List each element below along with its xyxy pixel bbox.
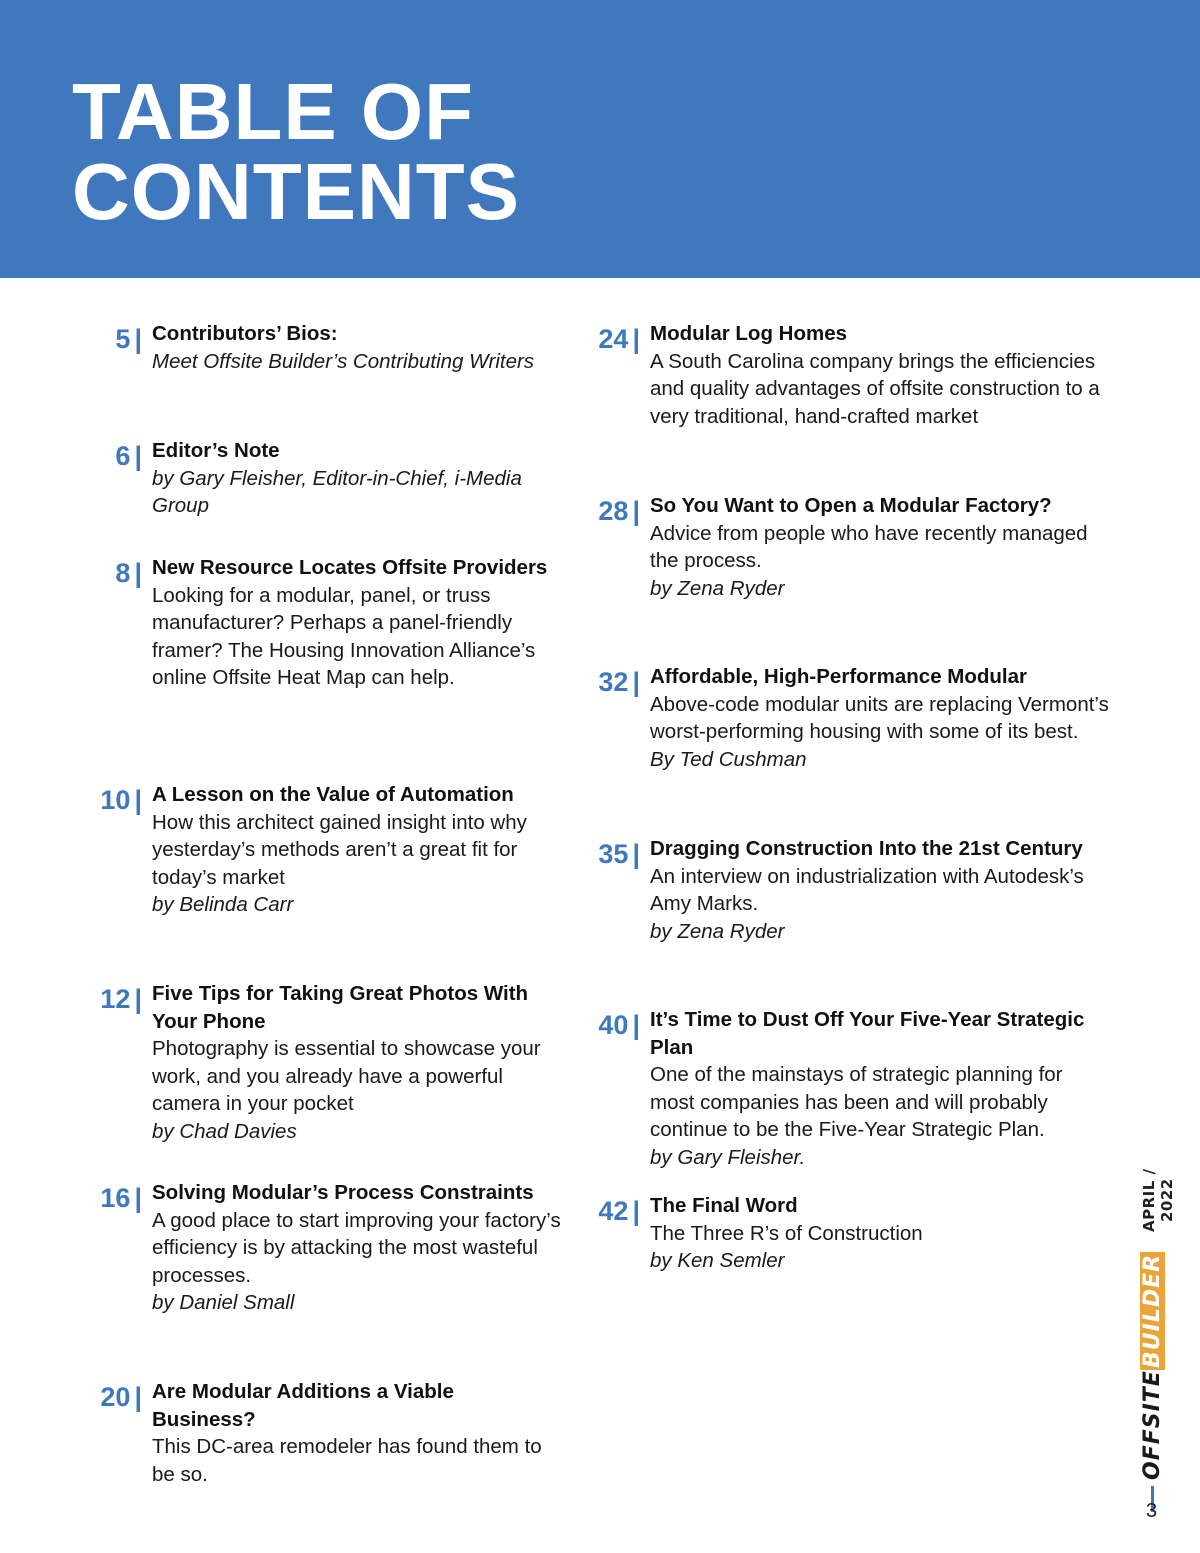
toc-entry-description: One of the mainstays of strategic planning for most companies has been and will probably continue to be the Five-Year Strategic Plan. [650,1063,1063,1141]
toc-entry-title: Modular Log Homes [650,322,848,345]
toc-entry-title: Affordable, High-Performance Modular [650,665,1028,688]
toc-page-number: 24 | [598,324,640,354]
toc-entry-byline: by Belinda Carr [152,893,294,916]
toc-entry[interactable] [72,1378,562,1488]
toc-entry-description: by Gary Fleisher, Editor-in-Chief, i-Media Group [152,466,522,517]
page-title-line1: TABLE OF [72,67,475,156]
toc-entry-byline: by Ken Semler [650,1249,785,1272]
toc-entry[interactable] [72,437,562,554]
toc-entry-title: Five Tips for Taking Great Photos With Your Phone [152,982,529,1033]
toc-entry[interactable] [72,554,562,781]
toc-entry-description: This DC-area remodeler has found them to be so. [152,1435,542,1486]
toc-entry-description: Advice from people who have recently managed the process. [650,521,1088,572]
page-number: 3 [1146,1500,1158,1522]
toc-entry[interactable] [570,320,1110,492]
toc-entry-byline: by Chad Davies [152,1119,297,1143]
logo-word-offsite: OFFSITE [1140,1370,1165,1480]
toc-entry-title: A Lesson on the Value of Automation [152,783,514,806]
toc-page-number: 16 | [100,1183,142,1213]
toc-page-number: 6 | [115,441,142,471]
toc-entry-description: How this architect gained insight into why yesterday’s methods aren’t a great fit for today’s market [152,810,527,889]
toc-entry-byline: By Ted Cushman [650,747,807,771]
toc-entry[interactable] [570,1192,1110,1275]
toc-entry-description: Above-code modular units are replacing Vermont’s worst-performing housing with some of its best. [650,692,1109,743]
toc-entry-title: New Resource Locates Offsite Providers [152,556,548,579]
toc-page-number: 20 | [100,1382,142,1412]
toc-entry-title: Dragging Construction Into the 21st Century [650,837,1083,860]
toc-page-number: 32 | [598,667,640,697]
toc-entry[interactable] [72,781,562,980]
toc-entry[interactable] [570,835,1110,1006]
toc-entry-byline: by Zena Ryder [650,919,785,943]
toc-page-number: 42 | [598,1196,640,1226]
toc-entry[interactable] [570,1006,1110,1192]
toc-entry-byline: by Daniel Small [152,1291,295,1314]
toc-entry-description: A good place to start improving your factory’s efficiency is by attacking the most wasteful processes. [152,1208,561,1287]
toc-entry-description: The Three R’s of Construction [650,1221,923,1245]
toc-entry-title: It’s Time to Dust Off Your Five-Year Strategic Plan [650,1008,1085,1059]
toc-entry-description: Meet Offsite Builder’s Contributing Writers [152,349,535,373]
magazine-sidebar [1140,1150,1176,1480]
issue-date: APRIL / 2022 [1140,1168,1176,1232]
toc-entry[interactable] [570,492,1110,663]
page-title [72,67,520,236]
toc-entry-title: Editor’s Note [152,439,280,462]
toc-page-number: 5 | [115,324,142,354]
header-banner [0,0,1200,278]
toc-entry-byline: by Zena Ryder [650,576,785,600]
toc-entry-description: An interview on industrialization with Autodesk’s Amy Marks. [650,864,1084,915]
toc-entry-description: A South Carolina company brings the efficiencies and quality advantages of offsite construction to a very traditional, hand-crafted market [650,349,1100,428]
toc-entry-byline: by Gary Fleisher. [650,1145,806,1169]
page-title-line2: CONTENTS [72,147,520,236]
toc-entry[interactable] [570,663,1110,835]
toc-entry-description: Looking for a modular, panel, or truss manufacturer? Perhaps a panel-friendly framer? The Housing Innovation Alliance’s online Offsite Heat Map can help. [152,583,536,689]
magazine-logo [1140,1254,1172,1480]
toc-entry-title: Solving Modular’s Process Constraints [152,1181,534,1204]
toc-entry-title: So You Want to Open a Modular Factory? [650,494,1052,517]
toc-entry-title: The Final Word [650,1194,798,1217]
toc-page-number: 12 | [100,984,142,1014]
toc-page-number: 40 | [598,1010,640,1040]
toc-entry[interactable] [72,980,562,1179]
toc-page-number: 10 | [100,785,142,815]
logo-word-builder: BUILDER [1140,1254,1165,1369]
toc-entry-title: Contributors’ Bios: [152,322,338,345]
toc-page-number: 28 | [598,496,640,526]
toc-entry[interactable] [72,1179,562,1378]
toc-left-column [72,320,562,1488]
toc-page-number: 8 | [115,558,142,588]
toc-entry-description: Photography is essential to showcase your work, and you already have a powerful camera in your pocket [152,1037,541,1115]
toc-right-column [570,320,1110,1275]
toc-page-number: 35 | [598,839,640,869]
toc-entry-title: Are Modular Additions a Viable Business? [152,1380,454,1431]
toc-entry[interactable] [72,320,562,437]
